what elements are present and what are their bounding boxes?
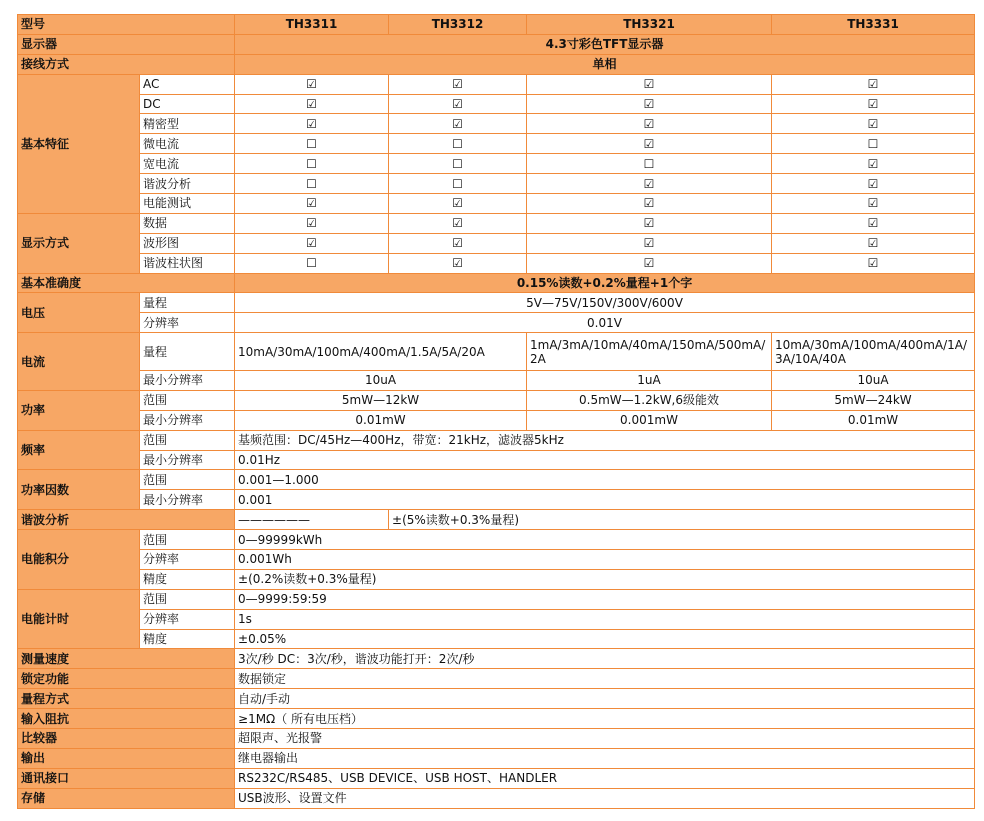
checkbox-icon: ☑ <box>389 194 527 214</box>
current-range-row <box>18 333 975 371</box>
voltage-res: 0.01V <box>235 313 975 333</box>
accuracy-value: 0.15%读数+0.2%量程+1个字 <box>235 273 975 293</box>
row-label: 测量速度 <box>18 649 235 669</box>
sub-label: 范围 <box>140 589 235 609</box>
power-range-row <box>18 390 975 410</box>
feature-name: 谐波分析 <box>140 174 235 194</box>
feature-name: DC <box>140 94 235 114</box>
misc-row <box>18 709 975 729</box>
checkbox-icon: ☑ <box>235 74 389 94</box>
misc-row <box>18 689 975 709</box>
sub-label: 量程 <box>140 333 235 371</box>
checkbox-icon: ☐ <box>235 134 389 154</box>
feature-name: 宽电流 <box>140 154 235 174</box>
frequency-label: 频率 <box>18 430 140 470</box>
checkbox-icon: ☑ <box>772 94 975 114</box>
display-mode-name: 波形图 <box>140 233 235 253</box>
current-res-row <box>18 371 975 391</box>
current-range-3311-3312: 10mA/30mA/100mA/400mA/1.5A/5A/20A <box>235 333 527 371</box>
current-label: 电流 <box>18 333 140 391</box>
misc-row <box>18 788 975 808</box>
checkbox-icon: ☐ <box>389 174 527 194</box>
model-label: 型号 <box>18 15 235 35</box>
row-label: 输出 <box>18 748 235 768</box>
display-row <box>18 34 975 54</box>
misc-value: 数据锁定 <box>235 669 975 689</box>
checkbox-icon: ☐ <box>235 253 389 273</box>
frequency-res: 0.01Hz <box>235 450 975 470</box>
accuracy-row <box>18 273 975 293</box>
sub-label: 精度 <box>140 629 235 649</box>
voltage-range-row <box>18 293 975 313</box>
feature-name: 精密型 <box>140 114 235 134</box>
timing-res-row <box>18 609 975 629</box>
display-value: 4.3寸彩色TFT显示器 <box>235 34 975 54</box>
misc-row <box>18 669 975 689</box>
header-row <box>18 15 975 35</box>
energy-acc: ±(0.2%读数+0.3%量程) <box>235 569 975 589</box>
power-res-3331: 0.01mW <box>772 410 975 430</box>
checkbox-icon: ☑ <box>527 114 772 134</box>
checkbox-icon: ☑ <box>772 253 975 273</box>
current-range-3331: 10mA/30mA/100mA/400mA/1A/3A/10A/40A <box>772 333 975 371</box>
display-mode-name: 数据 <box>140 213 235 233</box>
checkbox-icon: ☐ <box>772 134 975 154</box>
checkbox-icon: ☑ <box>772 194 975 214</box>
sub-label: 范围 <box>140 470 235 490</box>
row-label: 锁定功能 <box>18 669 235 689</box>
sub-label: 分辨率 <box>140 313 235 333</box>
voltage-range: 5V—75V/150V/300V/600V <box>235 293 975 313</box>
model-th3331: TH3331 <box>772 15 975 35</box>
checkbox-icon: ☑ <box>527 174 772 194</box>
voltage-label: 电压 <box>18 293 140 333</box>
energy-range: 0—99999kWh <box>235 530 975 550</box>
misc-value: ≥1MΩ（ 所有电压档） <box>235 709 975 729</box>
misc-value: 超限声、光报警 <box>235 729 975 749</box>
checkbox-icon: ☐ <box>527 154 772 174</box>
feature-row <box>18 174 975 194</box>
feature-name: 微电流 <box>140 134 235 154</box>
sub-label: 最小分辨率 <box>140 410 235 430</box>
timing-label: 电能计时 <box>18 589 140 649</box>
harmonic-accuracy: ±(5%读数+0.3%量程) <box>389 510 975 530</box>
feature-name: 电能测试 <box>140 194 235 214</box>
sub-label: 范围 <box>140 530 235 550</box>
checkbox-icon: ☑ <box>389 74 527 94</box>
frequency-res-row <box>18 450 975 470</box>
misc-row <box>18 748 975 768</box>
misc-value: 自动/手动 <box>235 689 975 709</box>
timing-res: 1s <box>235 609 975 629</box>
energy-res: 0.001Wh <box>235 550 975 570</box>
pf-res-row <box>18 490 975 510</box>
sub-label: 量程 <box>140 293 235 313</box>
harmonic-dash: —————— <box>235 510 389 530</box>
power-range-3321: 0.5mW—1.2kW,6级能效 <box>527 390 772 410</box>
display-mode-row <box>18 213 975 233</box>
checkbox-icon: ☑ <box>235 233 389 253</box>
feature-row <box>18 134 975 154</box>
timing-range: 0—9999:59:59 <box>235 589 975 609</box>
sub-label: 最小分辨率 <box>140 450 235 470</box>
display-mode-row <box>18 233 975 253</box>
checkbox-icon: ☑ <box>527 253 772 273</box>
misc-row <box>18 729 975 749</box>
sub-label: 最小分辨率 <box>140 371 235 391</box>
checkbox-icon: ☐ <box>389 154 527 174</box>
checkbox-icon: ☑ <box>772 174 975 194</box>
model-th3311: TH3311 <box>235 15 389 35</box>
harmonic-label: 谐波分析 <box>18 510 235 530</box>
checkbox-icon: ☑ <box>527 213 772 233</box>
checkbox-icon: ☑ <box>389 94 527 114</box>
checkbox-icon: ☑ <box>772 154 975 174</box>
checkbox-icon: ☑ <box>527 134 772 154</box>
checkbox-icon: ☑ <box>235 94 389 114</box>
misc-value: 继电器输出 <box>235 748 975 768</box>
checkbox-icon: ☐ <box>235 174 389 194</box>
row-label: 量程方式 <box>18 689 235 709</box>
row-label: 显示器 <box>18 34 235 54</box>
row-label: 基本准确度 <box>18 273 235 293</box>
row-label: 通讯接口 <box>18 768 235 788</box>
checkbox-icon: ☑ <box>235 194 389 214</box>
voltage-res-row <box>18 313 975 333</box>
feature-row <box>18 94 975 114</box>
power-range-3311-3312: 5mW—12kW <box>235 390 527 410</box>
energy-acc-row <box>18 569 975 589</box>
frequency-range-row <box>18 430 975 450</box>
pf-range-row <box>18 470 975 490</box>
feature-row <box>18 74 975 94</box>
model-th3312: TH3312 <box>389 15 527 35</box>
checkbox-icon: ☑ <box>235 213 389 233</box>
power-res-3321: 0.001mW <box>527 410 772 430</box>
row-label: 输入阻抗 <box>18 709 235 729</box>
timing-acc-row <box>18 629 975 649</box>
sub-label: 分辨率 <box>140 550 235 570</box>
row-label: 比较器 <box>18 729 235 749</box>
current-res-3331: 10uA <box>772 371 975 391</box>
wiring-row <box>18 54 975 74</box>
sub-label: 范围 <box>140 430 235 450</box>
power-range-3331: 5mW—24kW <box>772 390 975 410</box>
timing-range-row <box>18 589 975 609</box>
current-range-3321: 1mA/3mA/10mA/40mA/150mA/500mA/2A <box>527 333 772 371</box>
checkbox-icon: ☑ <box>772 114 975 134</box>
energy-label: 电能积分 <box>18 530 140 590</box>
display-mode-row <box>18 253 975 273</box>
feature-row <box>18 194 975 214</box>
checkbox-icon: ☑ <box>235 114 389 134</box>
display-mode-name: 谐波柱状图 <box>140 253 235 273</box>
sub-label: 最小分辨率 <box>140 490 235 510</box>
display-mode-label: 显示方式 <box>18 213 140 273</box>
row-label: 接线方式 <box>18 54 235 74</box>
sub-label: 分辨率 <box>140 609 235 629</box>
features-label: 基本特征 <box>18 74 140 213</box>
energy-range-row <box>18 530 975 550</box>
spec-table <box>17 14 975 809</box>
misc-row <box>18 768 975 788</box>
pf-label: 功率因数 <box>18 470 140 510</box>
checkbox-icon: ☑ <box>527 74 772 94</box>
sub-label: 精度 <box>140 569 235 589</box>
checkbox-icon: ☑ <box>527 94 772 114</box>
checkbox-icon: ☑ <box>389 114 527 134</box>
model-th3321: TH3321 <box>527 15 772 35</box>
checkbox-icon: ☑ <box>389 253 527 273</box>
pf-res: 0.001 <box>235 490 975 510</box>
checkbox-icon: ☑ <box>772 213 975 233</box>
power-res-3311-3312: 0.01mW <box>235 410 527 430</box>
checkbox-icon: ☑ <box>389 233 527 253</box>
harmonic-row <box>18 510 975 530</box>
timing-acc: ±0.05% <box>235 629 975 649</box>
row-label: 存储 <box>18 788 235 808</box>
checkbox-icon: ☑ <box>772 233 975 253</box>
feature-row <box>18 114 975 134</box>
feature-row <box>18 154 975 174</box>
energy-res-row <box>18 550 975 570</box>
checkbox-icon: ☑ <box>772 74 975 94</box>
power-res-row <box>18 410 975 430</box>
misc-row <box>18 649 975 669</box>
misc-value: RS232C/RS485、USB DEVICE、USB HOST、HANDLER <box>235 768 975 788</box>
feature-name: AC <box>140 74 235 94</box>
current-res-3321: 1uA <box>527 371 772 391</box>
frequency-range: 基频范围：DC/45Hz—400Hz，带宽：21kHz，滤波器5kHz <box>235 430 975 450</box>
checkbox-icon: ☑ <box>527 233 772 253</box>
checkbox-icon: ☐ <box>389 134 527 154</box>
misc-value: 3次/秒 DC：3次/秒，谐波功能打开：2次/秒 <box>235 649 975 669</box>
pf-range: 0.001—1.000 <box>235 470 975 490</box>
current-res-3311-3312: 10uA <box>235 371 527 391</box>
checkbox-icon: ☐ <box>235 154 389 174</box>
checkbox-icon: ☑ <box>389 213 527 233</box>
checkbox-icon: ☑ <box>527 194 772 214</box>
power-label: 功率 <box>18 390 140 430</box>
sub-label: 范围 <box>140 390 235 410</box>
misc-value: USB波形、设置文件 <box>235 788 975 808</box>
wiring-value: 单相 <box>235 54 975 74</box>
